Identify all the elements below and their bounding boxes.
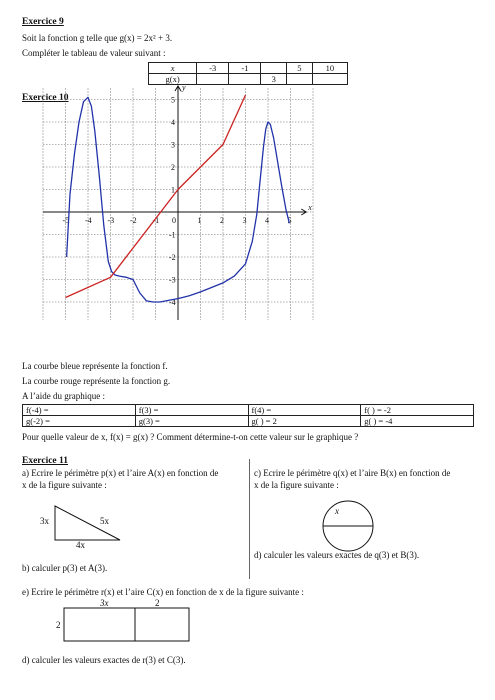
y-axis-label: y [182,83,186,92]
circle-figure [318,498,378,554]
ex9-statement: Soit la fonction g telle que g(x) = 2x² + 3. [22,33,173,43]
y-tick-label: 1 [171,185,175,195]
ex10-question: Pour quelle valeur de x, f(x) = g(x) ? Comment détermine-t-on cette valeur sur le graphique ? [22,432,359,442]
y-tick-label: 2 [171,163,175,172]
table-cell: f( ) = -2 [361,405,474,416]
ex11-d2: d) calculer les valeurs exactes de r(3) et C(3). [22,655,186,665]
column-divider [249,459,250,579]
exercise-10-title: Exercice 10 [22,93,69,103]
table-cell: g(-2) = [23,416,136,427]
table-cell: -3 [197,63,229,74]
table-cell: g( ) = -4 [361,416,474,427]
y-tick-label: 3 [171,140,175,150]
triangle-base-label: 4x [76,540,85,550]
table-cell: f(4) = [248,405,361,416]
table-cell: -1 [229,63,261,74]
table-cell [312,74,347,85]
table-row [23,416,474,427]
table-cell: g(x) [149,74,197,85]
exercise-9-title: Exercice 9 [22,17,64,27]
ex11-d1: d) calculer les valeurs exactes de q(3) et B(3). [254,550,420,560]
table-cell [197,74,229,85]
ex11-a-line1: a) Ecrire le périmètre p(x) et l’aire A(x) en fonction de [22,468,219,478]
function-graph [62,83,312,349]
ex10-instruction: A l’aide du graphique : [22,391,105,401]
x-tick-label: 3 [242,216,247,225]
table-cell: g(3) = [135,416,248,427]
ex11-c-line2: x de la figure suivante : [254,480,339,490]
triangle-side-label: 3x [40,516,49,526]
ex9-value-table [148,62,348,85]
x-axis-label: x [308,203,312,212]
y-tick-label: -4 [169,298,176,307]
x-tick-label: 4 [265,216,269,225]
x-tick-label: -4 [85,216,92,225]
table-cell: 5 [287,63,313,74]
x-tick-label: -1 [152,216,160,225]
ex10-blue-curve-text: La courbe bleue représente la fonction f. [22,361,168,371]
x-tick-label: 5 [287,216,292,225]
y-tick-label: -2 [169,253,176,262]
ex10-red-curve-text: La courbe rouge représente la fonction g. [22,376,171,386]
x-tick-label: -2 [130,216,137,225]
y-tick-label: -3 [169,275,176,285]
y-tick-label: -1 [169,230,176,240]
triangle-hypotenuse-label: 5x [100,516,109,526]
rect-top-label-2: 2 [155,598,160,608]
x-tick-label: 2 [220,216,224,225]
table-cell: g( ) = 2 [248,416,361,427]
ex11-e: e) Ecrire le périmètre r(x) et l’aire C(x) en fonction de x de la figure suivante : [22,587,304,597]
table-row [149,63,348,74]
x-tick-label: -3 [107,216,115,225]
ex11-c-line1: c) Ecrire le périmètre q(x) et l’aire B(x) en fonction de [254,468,451,478]
table-cell [287,74,313,85]
table-cell: x [149,63,197,74]
table-cell [261,63,287,74]
exercise-11-title: Exercice 11 [22,456,68,466]
x-tick-label: -5 [62,216,70,225]
table-cell: 3 [261,74,287,85]
table-row [149,74,348,85]
table-cell [229,74,261,85]
ex11-b: b) calculer p(3) et A(3). [22,563,108,573]
rectangle-figure [63,607,193,643]
table-cell: f(-4) = [23,405,136,416]
circle-diameter-label: x [335,506,339,516]
y-tick-label: 4 [171,118,175,127]
x-tick-label: 1 [197,216,202,225]
x-tick-label: 0 [172,216,176,225]
table-cell: f(3) = [135,405,248,416]
triangle-figure [40,500,150,555]
table-row [23,405,474,416]
table-cell: 10 [312,63,347,74]
rect-top-label-3x: 3x [100,598,109,608]
rect-side-label: 2 [56,620,61,630]
ex10-reading-table [22,404,474,427]
ex9-instruction: Compléter le tableau de valeur suivant : [22,48,166,58]
ex11-a-line2: x de la figure suivante : [22,480,107,490]
y-tick-label: 5 [171,95,175,105]
